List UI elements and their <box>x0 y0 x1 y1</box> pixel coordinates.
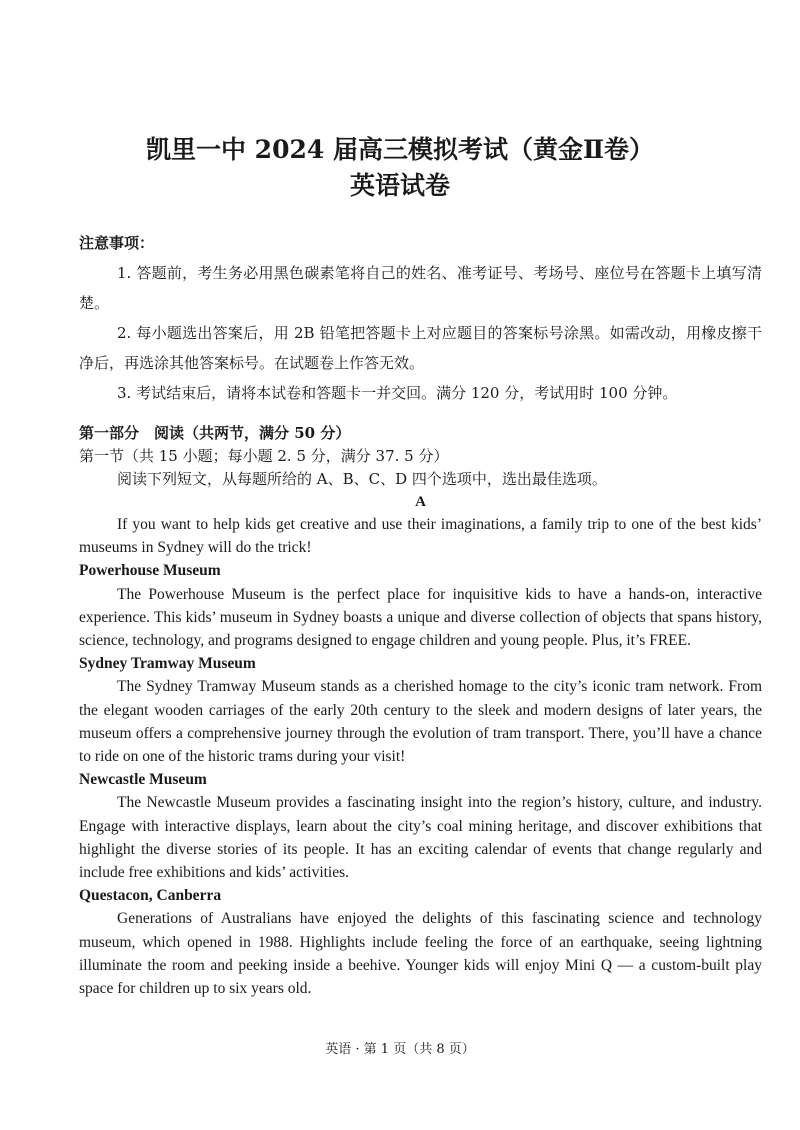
exam-subtitle: 英语试卷 <box>349 171 450 200</box>
museum-text-powerhouse: The Powerhouse Museum is the perfect place for inquisitive kids to have a hands-on, interactive experience. This kids’ museum in Sydney boasts a unique and diverse collection of objects that spans history, science, technology, and programs designed to engage children and young people. Plus, it’s FREE. <box>79 585 762 650</box>
museum-heading-questacon: Questacon, Canberra <box>79 887 222 905</box>
note-item-3: 3. 考试结束后，请将本试卷和答题卡一并交回。满分 120 分，考试用时 100 分钟。 <box>117 384 678 402</box>
exam-header <box>0 133 800 202</box>
museum-heading-tramway: Sydney Tramway Museum <box>79 655 256 673</box>
exam-title: 凯里一中 2024 届高三模拟考试（黄金Ⅱ卷） <box>145 135 655 164</box>
museum-heading-powerhouse: Powerhouse Museum <box>79 562 221 580</box>
notes-heading: 注意事项： <box>79 234 155 252</box>
museum-heading-newcastle: Newcastle Museum <box>79 771 207 789</box>
exam-body <box>79 228 762 1000</box>
note-item-2: 2. 每小题选出答案后，用 2B 铅笔把答题卡上对应题目的答案标号涂黑。如需改动，用橡皮擦干净后，再选涂其他答案标号。在试题卷上作答无效。 <box>79 324 762 372</box>
section-instruction: 阅读下列短文，从每题所给的 A、B、C、D 四个选项中，选出最佳选项。 <box>117 470 607 488</box>
subsection-heading: 第一节（共 15 小题；每小题 2. 5 分，满分 37. 5 分） <box>79 447 449 465</box>
passage-letter: A <box>415 494 426 510</box>
passage-text <box>79 513 762 1000</box>
note-item-1: 1. 答题前，考生务必用黑色碳素笔将自己的姓名、准考证号、考场号、座位号在答题卡上填写清楚。 <box>79 264 762 312</box>
page-footer: 英语 · 第 1 页（共 8 页） <box>325 1042 475 1057</box>
passage-intro: If you want to help kids get creative and use their imaginations, a family trip to one of the best kids’ museums in Sydney will do the trick! <box>79 516 762 557</box>
museum-text-questacon: Generations of Australians have enjoyed the delights of this fascinating science and technology museum, which opened in 1988. Highlights include feeling the force of an earthquake, seeing lightning illuminate the room and peeking inside a beehive. Younger kids will enjoy Mini Q — a custom-built play space for children up to six years old. <box>79 910 762 998</box>
notes-block <box>79 228 762 408</box>
museum-text-tramway: The Sydney Tramway Museum stands as a cherished homage to the city’s iconic tram network. From the elegant wooden carriages of the early 20th century to the sleek and modern designs of later years, the museum offers a comprehensive journey through the evolution of tram transport. There, you’ll have a chance to ride on one of the historic trams during your visit! <box>79 678 762 766</box>
part-heading: 第一部分 阅读（共两节，满分 50 分） <box>79 424 351 442</box>
museum-text-newcastle: The Newcastle Museum provides a fascinating insight into the region’s history, culture, and industry. Engage with interactive displays, learn about the city’s coal mining heritage, and discover exhibitions that highlight the diverse stories of its people. It has an exciting calendar of events that change regularly and include free exhibitions and kids’ activities. <box>79 794 762 882</box>
section-block <box>79 422 762 491</box>
